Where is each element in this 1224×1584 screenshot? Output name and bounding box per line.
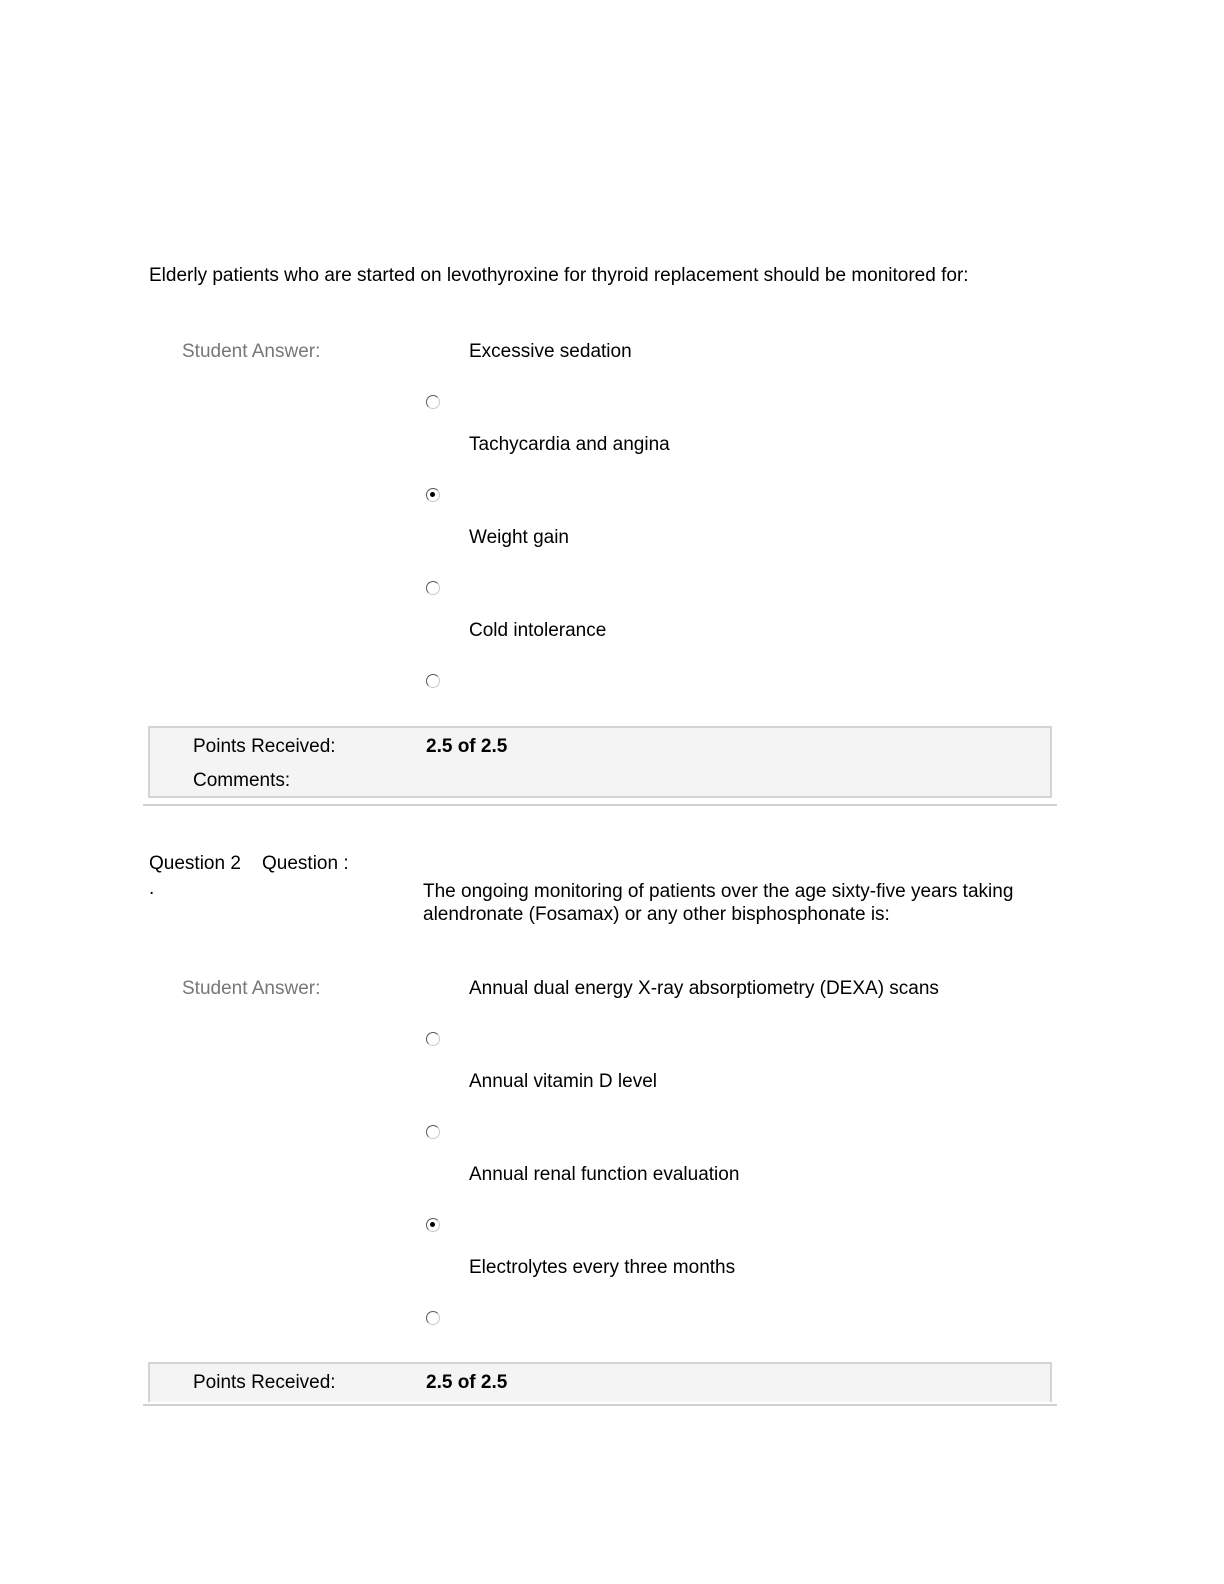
option-radio-selected[interactable]	[426, 488, 440, 502]
option-label: Weight gain	[469, 527, 569, 548]
comments-label: Comments:	[193, 770, 291, 791]
question-dot: .	[149, 878, 155, 899]
question-1-text: Elderly patients who are started on levothyroxine for thyroid replacement should be monitored for:	[149, 265, 969, 286]
option-label: Annual dual energy X-ray absorptiometry (DEXA) scans	[469, 978, 939, 999]
option-label: Annual renal function evaluation	[469, 1164, 740, 1185]
option-radio[interactable]	[426, 1311, 440, 1325]
divider	[143, 804, 1057, 806]
question-label: Question :	[262, 853, 349, 874]
question-number: Question 2	[149, 853, 241, 874]
option-radio[interactable]	[426, 581, 440, 595]
points-received-label: Points Received:	[193, 736, 336, 757]
option-radio[interactable]	[426, 1032, 440, 1046]
student-answer-label: Student Answer:	[182, 341, 321, 362]
divider	[143, 1404, 1057, 1406]
option-radio-selected[interactable]	[426, 1218, 440, 1232]
option-radio[interactable]	[426, 395, 440, 409]
student-answer-label: Student Answer:	[182, 978, 321, 999]
question-2-text: The ongoing monitoring of patients over the age sixty-five years taking alendronate (Fosamax) or any other bisphosphonate is:	[423, 881, 1014, 925]
option-label: Cold intolerance	[469, 620, 607, 641]
option-label: Electrolytes every three months	[469, 1257, 736, 1278]
points-received-value: 2.5 of 2.5	[426, 736, 508, 757]
points-panel	[148, 726, 1052, 798]
points-received-label: Points Received:	[193, 1372, 336, 1393]
option-label: Excessive sedation	[469, 341, 632, 362]
option-radio[interactable]	[426, 674, 440, 688]
points-received-value: 2.5 of 2.5	[426, 1372, 508, 1393]
option-label: Tachycardia and angina	[469, 434, 670, 455]
option-label: Annual vitamin D level	[469, 1071, 657, 1092]
option-radio[interactable]	[426, 1125, 440, 1139]
points-panel	[148, 1362, 1052, 1402]
